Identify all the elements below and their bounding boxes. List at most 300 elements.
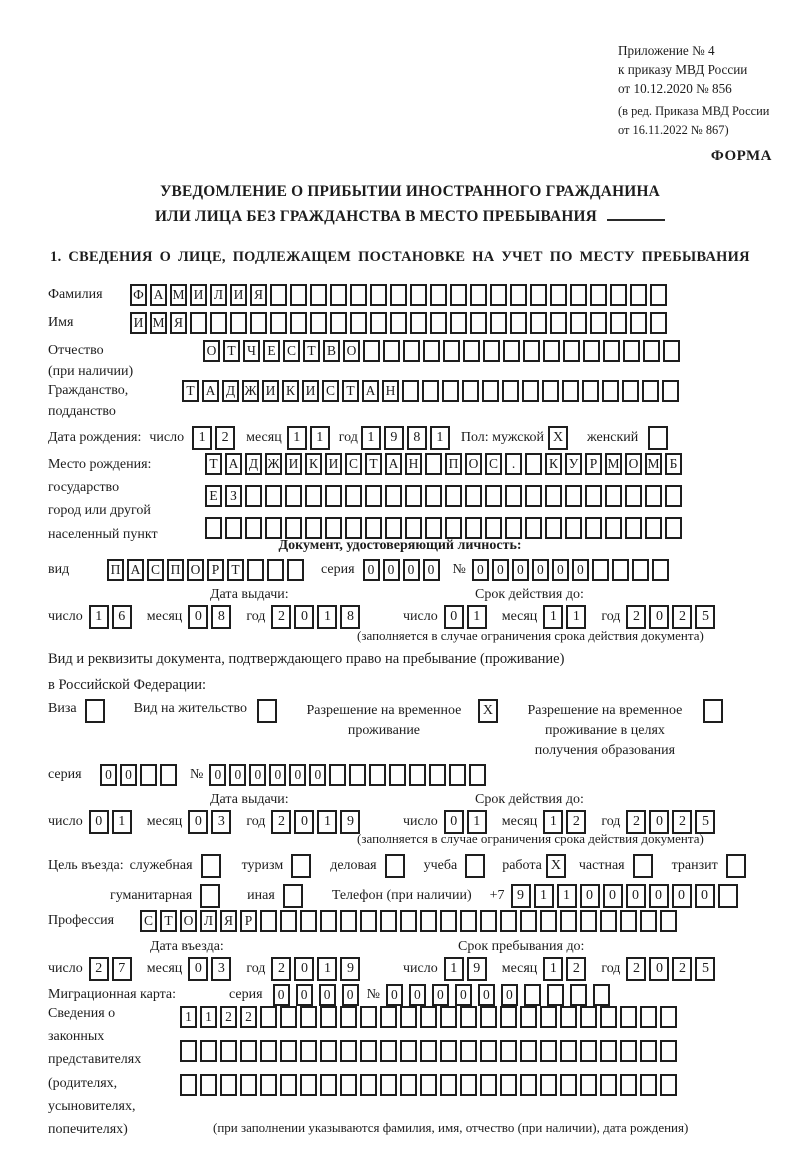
char-cell: [285, 517, 302, 539]
char-cell: 0: [695, 884, 715, 908]
char-cell: [310, 284, 327, 306]
representatives-label-2: законных: [48, 1029, 105, 1045]
char-cell: 2: [240, 1006, 257, 1028]
char-cell: [505, 517, 522, 539]
char-cell: Ж: [265, 453, 282, 475]
char-cell: X: [478, 699, 498, 723]
purpose-private-checkbox: [633, 854, 656, 878]
birth-place-labels: [48, 453, 158, 546]
char-cell: 0: [209, 764, 226, 786]
char-cell: С: [345, 453, 362, 475]
char-cell: [632, 559, 649, 581]
char-cell: [305, 485, 322, 507]
char-cell: [640, 1006, 657, 1028]
char-cell: Я: [170, 312, 187, 334]
char-cell: 0: [229, 764, 246, 786]
char-cell: [642, 380, 659, 402]
purpose-business-label: деловая: [330, 858, 377, 873]
char-cell: [225, 517, 242, 539]
char-cell: [320, 1040, 337, 1062]
char-cell: Р: [585, 453, 602, 475]
char-cell: [643, 340, 660, 362]
char-cell: [267, 559, 284, 581]
char-cell: [640, 1040, 657, 1062]
char-cell: [590, 284, 607, 306]
char-cell: [560, 1040, 577, 1062]
char-cell: [245, 517, 262, 539]
char-cell: 0: [89, 810, 109, 834]
char-cell: [500, 910, 517, 932]
char-cell: [620, 1074, 637, 1096]
purpose-other-checkbox: [283, 884, 306, 908]
migration-series-label: серия: [229, 987, 263, 1002]
char-cell: [383, 340, 400, 362]
char-cell: [350, 284, 367, 306]
birth-place-cells-row2: [205, 485, 685, 507]
char-cell: 1: [534, 884, 554, 908]
char-cell: 0: [188, 605, 208, 629]
doc-number-label: №: [452, 562, 466, 577]
char-cell: 0: [386, 984, 403, 1006]
residence-intro-2: в Российской Федерации:: [48, 677, 207, 693]
char-cell: Р: [240, 910, 257, 932]
char-cell: Ч: [243, 340, 260, 362]
char-cell: [390, 312, 407, 334]
option-visa-label: Виза: [48, 701, 77, 716]
char-cell: [520, 1006, 537, 1028]
char-cell: [620, 910, 637, 932]
char-cell: О: [203, 340, 220, 362]
char-cell: О: [180, 910, 197, 932]
char-cell: 0: [319, 984, 336, 1006]
char-cell: У: [565, 453, 582, 475]
char-cell: [543, 340, 560, 362]
char-cell: [250, 312, 267, 334]
char-cell: [330, 284, 347, 306]
char-cell: Ф: [130, 284, 147, 306]
char-cell: [510, 312, 527, 334]
char-cell: 2: [271, 957, 291, 981]
char-cell: [370, 312, 387, 334]
char-cell: [220, 1074, 237, 1096]
char-cell: [660, 910, 677, 932]
char-cell: [300, 1074, 317, 1096]
option-temp-residence-edu-checkbox: [703, 699, 726, 723]
char-cell: [420, 1040, 437, 1062]
char-cell: Н: [405, 453, 422, 475]
purpose-humanitarian-label: гуманитарная: [110, 888, 193, 903]
char-cell: [410, 284, 427, 306]
char-cell: [480, 1040, 497, 1062]
char-cell: 8: [211, 605, 231, 629]
char-cell: [562, 380, 579, 402]
char-cell: [485, 517, 502, 539]
char-cell: З: [225, 485, 242, 507]
residence-issue-date-label: Дата выдачи:: [210, 792, 289, 807]
form-title-line1: УВЕДОМЛЕНИЕ О ПРИБЫТИИ ИНОСТРАННОГО ГРАЖДАНИНА: [160, 183, 660, 200]
char-cell: С: [283, 340, 300, 362]
month-label: месяц: [146, 814, 183, 829]
char-cell: [530, 284, 547, 306]
day-cells: [89, 605, 135, 629]
char-cell: [525, 453, 542, 475]
representatives-label-3: представителях: [48, 1052, 142, 1068]
appendix-line-1: Приложение № 4: [618, 43, 715, 58]
char-cell: [360, 910, 377, 932]
char-cell: 1: [310, 426, 330, 450]
char-cell: [650, 284, 667, 306]
residence-intro-1: Вид и реквизиты документа, подтверждающего право на пребывание (проживание): [48, 651, 565, 667]
sex-female-checkbox: [648, 426, 671, 450]
char-cell: 1: [566, 605, 586, 629]
char-cell: [640, 910, 657, 932]
char-cell: 0: [649, 810, 669, 834]
appendix-block: [618, 41, 769, 140]
char-cell: [480, 1074, 497, 1096]
identity-valid-date-group: [403, 605, 718, 629]
char-cell: [585, 485, 602, 507]
char-cell: 9: [340, 810, 360, 834]
day-label: число: [403, 961, 438, 976]
char-cell: [600, 1006, 617, 1028]
profession-cells: [140, 910, 680, 932]
char-cell: [545, 517, 562, 539]
char-cell: [469, 764, 486, 786]
char-cell: [230, 312, 247, 334]
year-cells: [626, 957, 718, 981]
char-cell: 0: [294, 605, 314, 629]
year-label: год: [601, 609, 621, 624]
char-cell: 0: [472, 559, 489, 581]
char-cell: [510, 284, 527, 306]
birth-date-row: [48, 426, 671, 450]
char-cell: [620, 1040, 637, 1062]
char-cell: [300, 1040, 317, 1062]
char-cell: [490, 284, 507, 306]
char-cell: [570, 312, 587, 334]
purpose-official-label: служебная: [129, 858, 193, 873]
doc-number-cells: [472, 559, 672, 581]
purpose-tourism-checkbox: [291, 854, 314, 878]
char-cell: 5: [695, 605, 715, 629]
char-cell: 1: [543, 957, 563, 981]
identity-valid-until-label: Срок действия до:: [475, 587, 584, 602]
char-cell: [300, 1006, 317, 1028]
forma-label: ФОРМА: [710, 148, 772, 164]
char-cell: [430, 284, 447, 306]
char-cell: [200, 884, 220, 908]
char-cell: С: [140, 910, 157, 932]
char-cell: [520, 910, 537, 932]
residence-restriction-note: (заполняется в случае ограничения срока действия документа): [357, 831, 704, 846]
char-cell: [340, 1006, 357, 1028]
migration-card-label: Миграционная карта:: [48, 987, 177, 1002]
char-cell: 0: [552, 559, 569, 581]
year-label: год: [246, 609, 266, 624]
char-cell: М: [170, 284, 187, 306]
char-cell: 0: [478, 984, 495, 1006]
char-cell: [429, 764, 446, 786]
char-cell: [220, 1040, 237, 1062]
char-cell: [600, 1040, 617, 1062]
char-cell: [201, 854, 221, 878]
char-cell: 1: [467, 810, 487, 834]
char-cell: 0: [409, 984, 426, 1006]
char-cell: [291, 854, 311, 878]
char-cell: П: [107, 559, 124, 581]
char-cell: [340, 1074, 357, 1096]
char-cell: [460, 910, 477, 932]
identity-doc-header: Документ, удостоверяющий личность:: [278, 538, 522, 553]
char-cell: [200, 1074, 217, 1096]
char-cell: 3: [211, 810, 231, 834]
char-cell: Т: [223, 340, 240, 362]
char-cell: 0: [512, 559, 529, 581]
char-cell: [462, 380, 479, 402]
char-cell: [520, 1074, 537, 1096]
char-cell: 0: [289, 764, 306, 786]
char-cell: [405, 485, 422, 507]
char-cell: [380, 1074, 397, 1096]
char-cell: Л: [210, 284, 227, 306]
doc-series-cells: [363, 559, 443, 581]
char-cell: [592, 559, 609, 581]
char-cell: [585, 517, 602, 539]
char-cell: [320, 1006, 337, 1028]
given-name-cells: [130, 312, 670, 334]
residence-valid-until-label: Срок действия до:: [475, 792, 584, 807]
char-cell: [602, 380, 619, 402]
char-cell: .: [505, 453, 522, 475]
month-label: месяц: [501, 961, 538, 976]
char-cell: Т: [205, 453, 222, 475]
char-cell: К: [282, 380, 299, 402]
purpose-work-label: работа: [502, 858, 542, 873]
char-cell: [400, 910, 417, 932]
char-cell: А: [362, 380, 379, 402]
char-cell: [365, 485, 382, 507]
phone-cells: [511, 884, 741, 908]
char-cell: [420, 1006, 437, 1028]
option-visa-checkbox: [85, 699, 108, 723]
char-cell: [547, 984, 564, 1006]
char-cell: [405, 517, 422, 539]
char-cell: [623, 340, 640, 362]
char-cell: С: [147, 559, 164, 581]
char-cell: [240, 1040, 257, 1062]
char-cell: 1: [467, 605, 487, 629]
char-cell: [403, 340, 420, 362]
char-cell: [610, 312, 627, 334]
char-cell: 0: [444, 605, 464, 629]
char-cell: [660, 1074, 677, 1096]
sex-label: Пол: мужской: [460, 430, 545, 445]
residence-series-label: серия: [48, 767, 82, 782]
patronymic-row: [48, 340, 683, 362]
representatives-label-5: усыновителях,: [48, 1098, 136, 1114]
purpose-tourism-label: туризм: [241, 858, 284, 873]
char-cell: [600, 910, 617, 932]
char-cell: [565, 485, 582, 507]
char-cell: 2: [271, 810, 291, 834]
char-cell: [420, 910, 437, 932]
char-cell: А: [385, 453, 402, 475]
char-cell: [662, 380, 679, 402]
char-cell: [349, 764, 366, 786]
char-cell: [570, 284, 587, 306]
char-cell: [483, 340, 500, 362]
char-cell: [385, 485, 402, 507]
char-cell: [460, 1074, 477, 1096]
char-cell: [502, 380, 519, 402]
sex-male-checkbox: [548, 426, 571, 450]
char-cell: [300, 910, 317, 932]
char-cell: 0: [296, 984, 313, 1006]
char-cell: 9: [511, 884, 531, 908]
char-cell: [560, 1074, 577, 1096]
char-cell: 9: [384, 426, 404, 450]
char-cell: [380, 910, 397, 932]
char-cell: [360, 1006, 377, 1028]
char-cell: 5: [695, 957, 715, 981]
char-cell: [280, 1040, 297, 1062]
patronymic-note: (при наличии): [48, 364, 134, 379]
char-cell: 5: [695, 810, 715, 834]
char-cell: Ж: [242, 380, 259, 402]
birth-place-label-2: государство: [48, 480, 120, 496]
patronymic-cells: [203, 340, 683, 362]
char-cell: [363, 340, 380, 362]
char-cell: О: [465, 453, 482, 475]
birth-month-cells: [287, 426, 333, 450]
char-cell: [610, 284, 627, 306]
char-cell: 0: [603, 884, 623, 908]
char-cell: [247, 559, 264, 581]
char-cell: Д: [245, 453, 262, 475]
char-cell: [245, 485, 262, 507]
char-cell: 0: [492, 559, 509, 581]
stay-until-label: Срок пребывания до:: [458, 939, 585, 954]
identity-issue-date-group: [48, 605, 363, 629]
representatives-label-1: Сведения о: [48, 1006, 116, 1021]
entry-date-group: [48, 957, 363, 981]
char-cell: [465, 854, 485, 878]
char-cell: 1: [200, 1006, 217, 1028]
day-cells: [89, 957, 135, 981]
char-cell: [470, 312, 487, 334]
purpose-study-checkbox: [465, 854, 488, 878]
char-cell: [422, 380, 439, 402]
char-cell: 0: [120, 764, 137, 786]
char-cell: [703, 699, 723, 723]
char-cell: [260, 1074, 277, 1096]
char-cell: 0: [501, 984, 518, 1006]
birth-day-label: число: [149, 430, 185, 445]
char-cell: Т: [227, 559, 244, 581]
day-label: число: [48, 961, 83, 976]
char-cell: Л: [200, 910, 217, 932]
char-cell: [280, 910, 297, 932]
amendment-line-1: (в ред. Приказа МВД России: [618, 104, 770, 118]
representatives-cells-row2: [180, 1040, 680, 1062]
char-cell: [390, 284, 407, 306]
char-cell: 0: [294, 957, 314, 981]
char-cell: [385, 854, 405, 878]
doc-kind-cells: [107, 559, 307, 581]
char-cell: 1: [543, 810, 563, 834]
char-cell: Т: [365, 453, 382, 475]
char-cell: [480, 910, 497, 932]
year-cells: [626, 605, 718, 629]
char-cell: С: [322, 380, 339, 402]
char-cell: 0: [432, 984, 449, 1006]
char-cell: [523, 340, 540, 362]
char-cell: 0: [309, 764, 326, 786]
char-cell: [503, 340, 520, 362]
appendix-line-2: к приказу МВД России: [618, 62, 748, 77]
purpose-work-checkbox: [546, 854, 569, 878]
birth-year-cells: [361, 426, 453, 450]
char-cell: Т: [303, 340, 320, 362]
char-cell: [580, 1074, 597, 1096]
purpose-business-checkbox: [385, 854, 408, 878]
char-cell: Р: [207, 559, 224, 581]
char-cell: [280, 1074, 297, 1096]
char-cell: [369, 764, 386, 786]
char-cell: В: [323, 340, 340, 362]
char-cell: [480, 1006, 497, 1028]
char-cell: [630, 284, 647, 306]
month-cells: [188, 605, 234, 629]
char-cell: М: [150, 312, 167, 334]
form-title-line2: [30, 206, 790, 226]
char-cell: [470, 284, 487, 306]
char-cell: [593, 984, 610, 1006]
char-cell: [490, 312, 507, 334]
char-cell: Д: [222, 380, 239, 402]
char-cell: [440, 1006, 457, 1028]
given-name-label: Имя: [48, 315, 74, 330]
char-cell: 0: [444, 810, 464, 834]
sex-female-label: женский: [587, 430, 639, 445]
char-cell: 2: [672, 957, 692, 981]
char-cell: [663, 340, 680, 362]
char-cell: 2: [626, 605, 646, 629]
char-cell: [560, 910, 577, 932]
char-cell: Я: [220, 910, 237, 932]
char-cell: 0: [249, 764, 266, 786]
month-cells: [188, 957, 234, 981]
day-label: число: [48, 814, 83, 829]
char-cell: [485, 485, 502, 507]
char-cell: [645, 517, 662, 539]
char-cell: 0: [363, 559, 380, 581]
char-cell: [665, 485, 682, 507]
char-cell: [140, 764, 157, 786]
day-label: число: [403, 814, 438, 829]
char-cell: [440, 1040, 457, 1062]
day-cells: [444, 957, 490, 981]
char-cell: Я: [250, 284, 267, 306]
char-cell: [410, 312, 427, 334]
char-cell: [570, 984, 587, 1006]
char-cell: [565, 517, 582, 539]
char-cell: [240, 1074, 257, 1096]
char-cell: Т: [160, 910, 177, 932]
char-cell: К: [545, 453, 562, 475]
amendment-line-2: от 16.11.2022 № 867): [618, 123, 729, 137]
char-cell: [449, 764, 466, 786]
